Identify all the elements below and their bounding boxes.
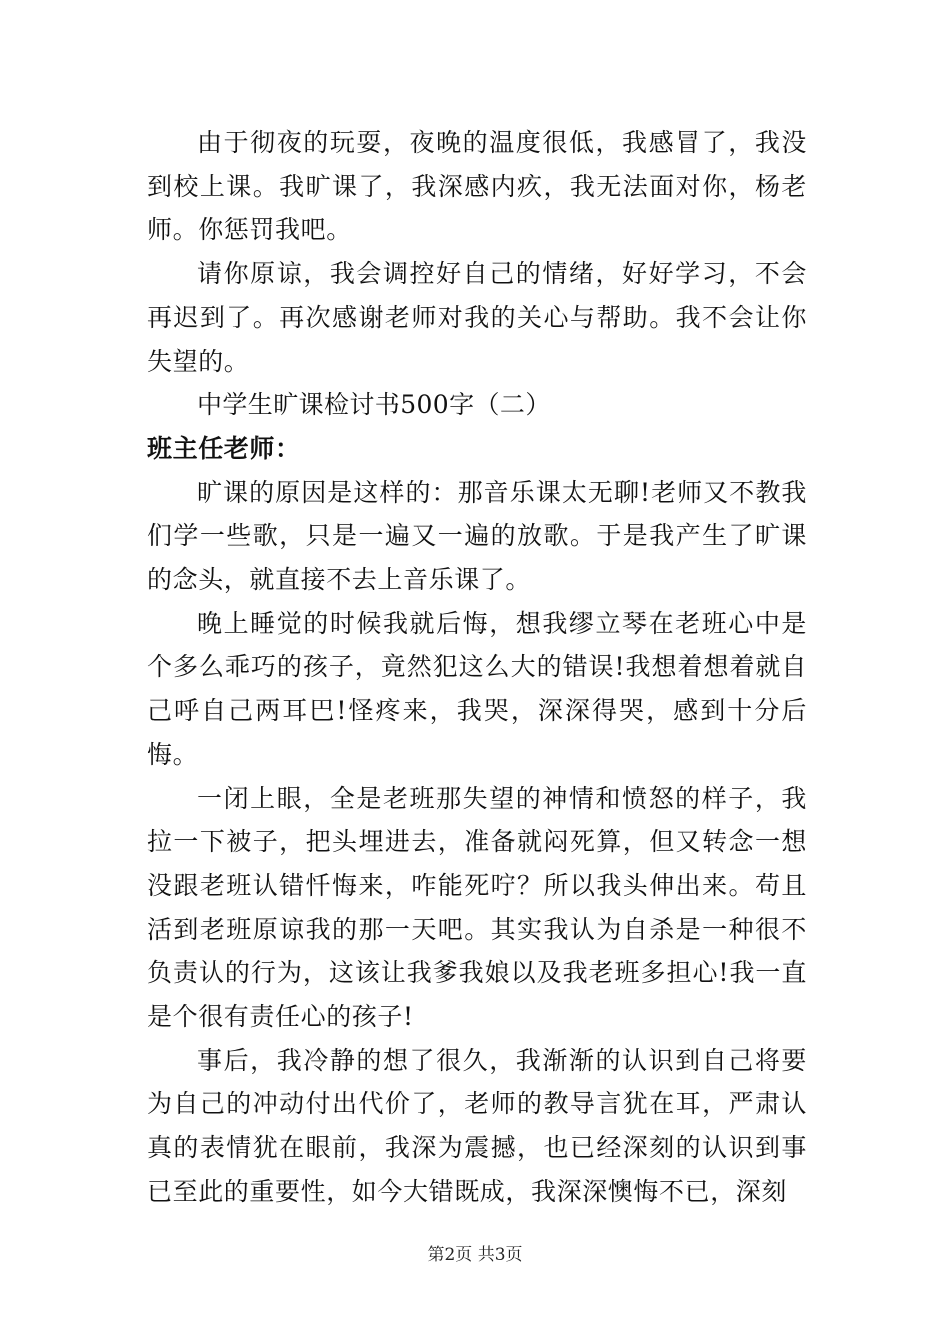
paragraph-reason: 旷课的原因是这样的：那音乐课太无聊!老师又不教我们学一些歌，只是一遍又一遍的放歌。于是我产生了旷课的念头，就直接不去上音乐课了。 — [147, 477, 807, 595]
page-number-footer: 第2页 共3页 — [427, 1245, 523, 1265]
paragraph-regret: 晚上睡觉的时候我就后悔，想我缪立琴在老班心中是个多么乖巧的孩子，竟然犯这么大的错误!我想着想着就自己呼自己两耳巴!怪疼来，我哭，深深得哭，感到十分后悔。 — [147, 608, 807, 769]
document-body — [147, 121, 807, 1214]
paragraph-aftermath: 事后，我冷静的想了很久，我渐渐的认识到自己将要为自己的冲动付出代价了，老师的教导言犹在耳，严肃认真的表情犹在眼前，我深为震撼，也已经深刻的认识到事已至此的重要性，如今大错既成，我深深懊悔不已，深刻 — [147, 1045, 807, 1206]
paragraph-reflection: 一闭上眼，全是老班那失望的神情和愤怒的样子，我拉一下被子，把头埋进去，准备就闷死算，但又转念一想没跟老班认错忏悔来，咋能死咛？所以我头伸出来。苟且活到老班原谅我的那一天吧。其实我认为自杀是一种很不负责认的行为，这该让我爹我娘以及我老班多担心!我一直是个很有责任心的孩子! — [147, 783, 807, 1032]
section-title: 中学生旷课检讨书500字（二） — [197, 390, 551, 420]
paragraph-illness: 由于彻夜的玩耍，夜晚的温度很低，我感冒了，我没到校上课。我旷课了，我深感内疚，我无法面对你，杨老师。你惩罚我吧。 — [147, 128, 807, 245]
paragraph-apology: 请你原谅，我会调控好自己的情绪，好好学习，不会再迟到了。再次感谢老师对我的关心与帮助。我不会让你失望的。 — [147, 259, 807, 376]
salutation: 班主任老师： — [147, 433, 301, 463]
